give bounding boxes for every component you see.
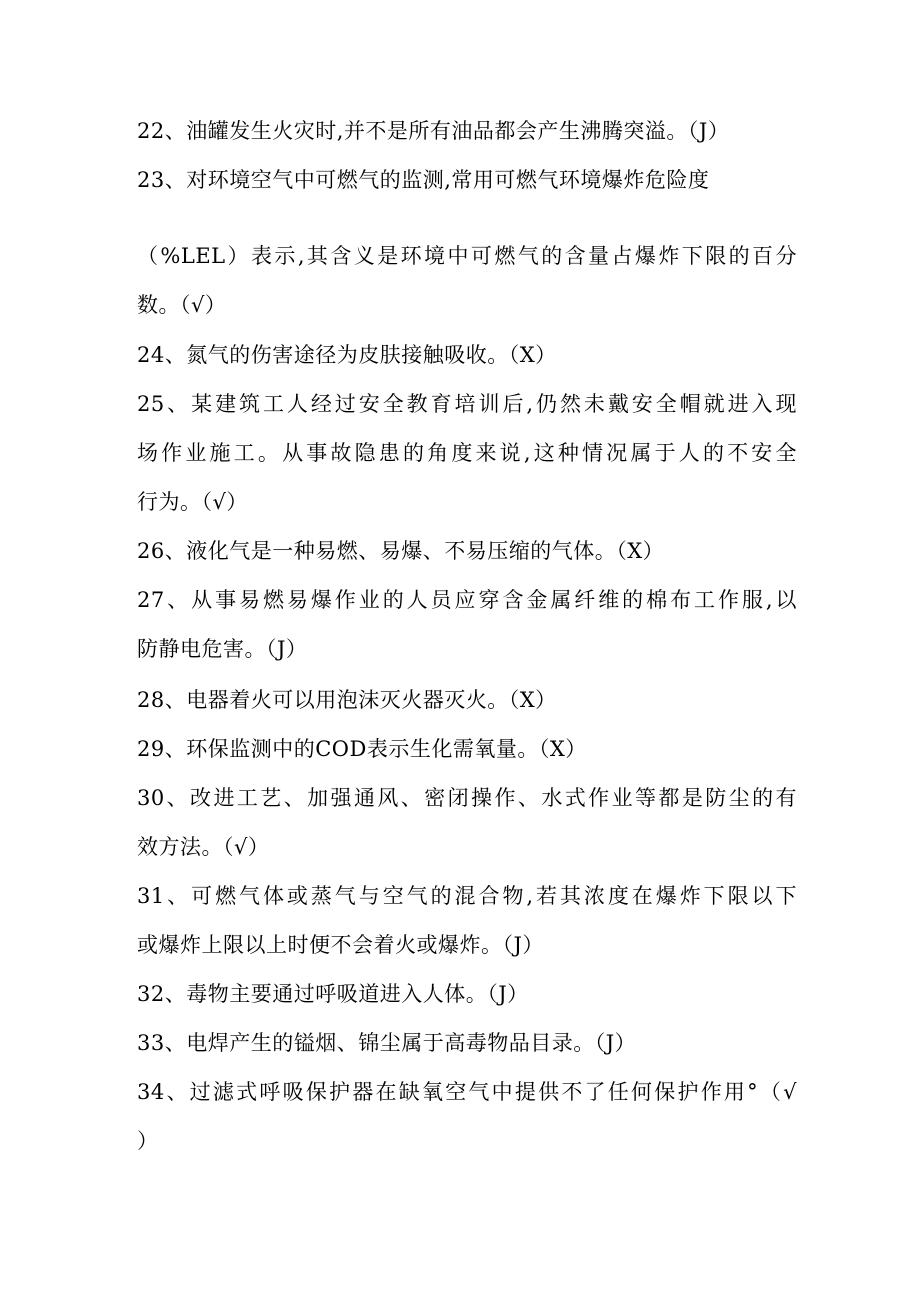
question-22-line-1: 22、油罐发生火灾时,并不是所有油品都会产生沸腾突溢。（J） bbox=[137, 119, 730, 143]
question-28-line-1: 28、电器着火可以用泡沫灭火器灭火。（X） bbox=[137, 688, 557, 712]
question-25-line-1: 25、某建筑工人经过安全教育培训后,仍然未戴安全帽就进入现 bbox=[137, 392, 797, 416]
question-26-line-1: 26、液化气是一种易燃、易爆、不易压缩的气体。（X） bbox=[137, 539, 665, 563]
question-34-line-1: 34、过滤式呼吸保护器在缺氧空气中提供不了任何保护作用°（√ bbox=[137, 1080, 797, 1104]
question-30-line-2: 效方法。（√） bbox=[137, 835, 270, 859]
question-34-line-2: ） bbox=[137, 1129, 159, 1153]
question-25-line-3: 行为。（√） bbox=[137, 490, 248, 514]
question-30-line-1: 30、改进工艺、加强通风、密闭操作、水式作业等都是防尘的有 bbox=[137, 786, 797, 810]
question-32-line-1: 32、毒物主要通过呼吸道进入人体。（J） bbox=[137, 982, 529, 1006]
question-29-line-1: 29、环保监测中的COD表示生化需氧量。（X） bbox=[137, 737, 587, 761]
question-23-line-1: 23、对环境空气中可燃气的监测,常用可燃气环境爆炸危险度 bbox=[137, 168, 710, 192]
question-27-line-2: 防静电危害。（J） bbox=[137, 637, 308, 661]
question-23-line-2: （%LEL）表示,其含义是环境中可燃气的含量占爆炸下限的百分 bbox=[137, 244, 797, 268]
question-24-line-1: 24、氮气的伤害途径为皮肤接触吸收。（X） bbox=[137, 343, 557, 367]
question-27-line-1: 27、从事易燃易爆作业的人员应穿含金属纤维的棉布工作服,以 bbox=[137, 588, 797, 612]
question-33-line-1: 33、电焊产生的镒烟、锦尘属于高毒物品目录。（J） bbox=[137, 1031, 637, 1055]
question-25-line-2: 场作业施工。从事故隐患的角度来说,这种情况属于人的不安全 bbox=[137, 441, 797, 465]
question-31-line-1: 31、可燃气体或蒸气与空气的混合物,若其浓度在爆炸下限以下 bbox=[137, 884, 797, 908]
question-31-line-2: 或爆炸上限以上时便不会着火或爆炸。（J） bbox=[137, 933, 544, 957]
question-23-line-3: 数。（√） bbox=[137, 293, 227, 317]
